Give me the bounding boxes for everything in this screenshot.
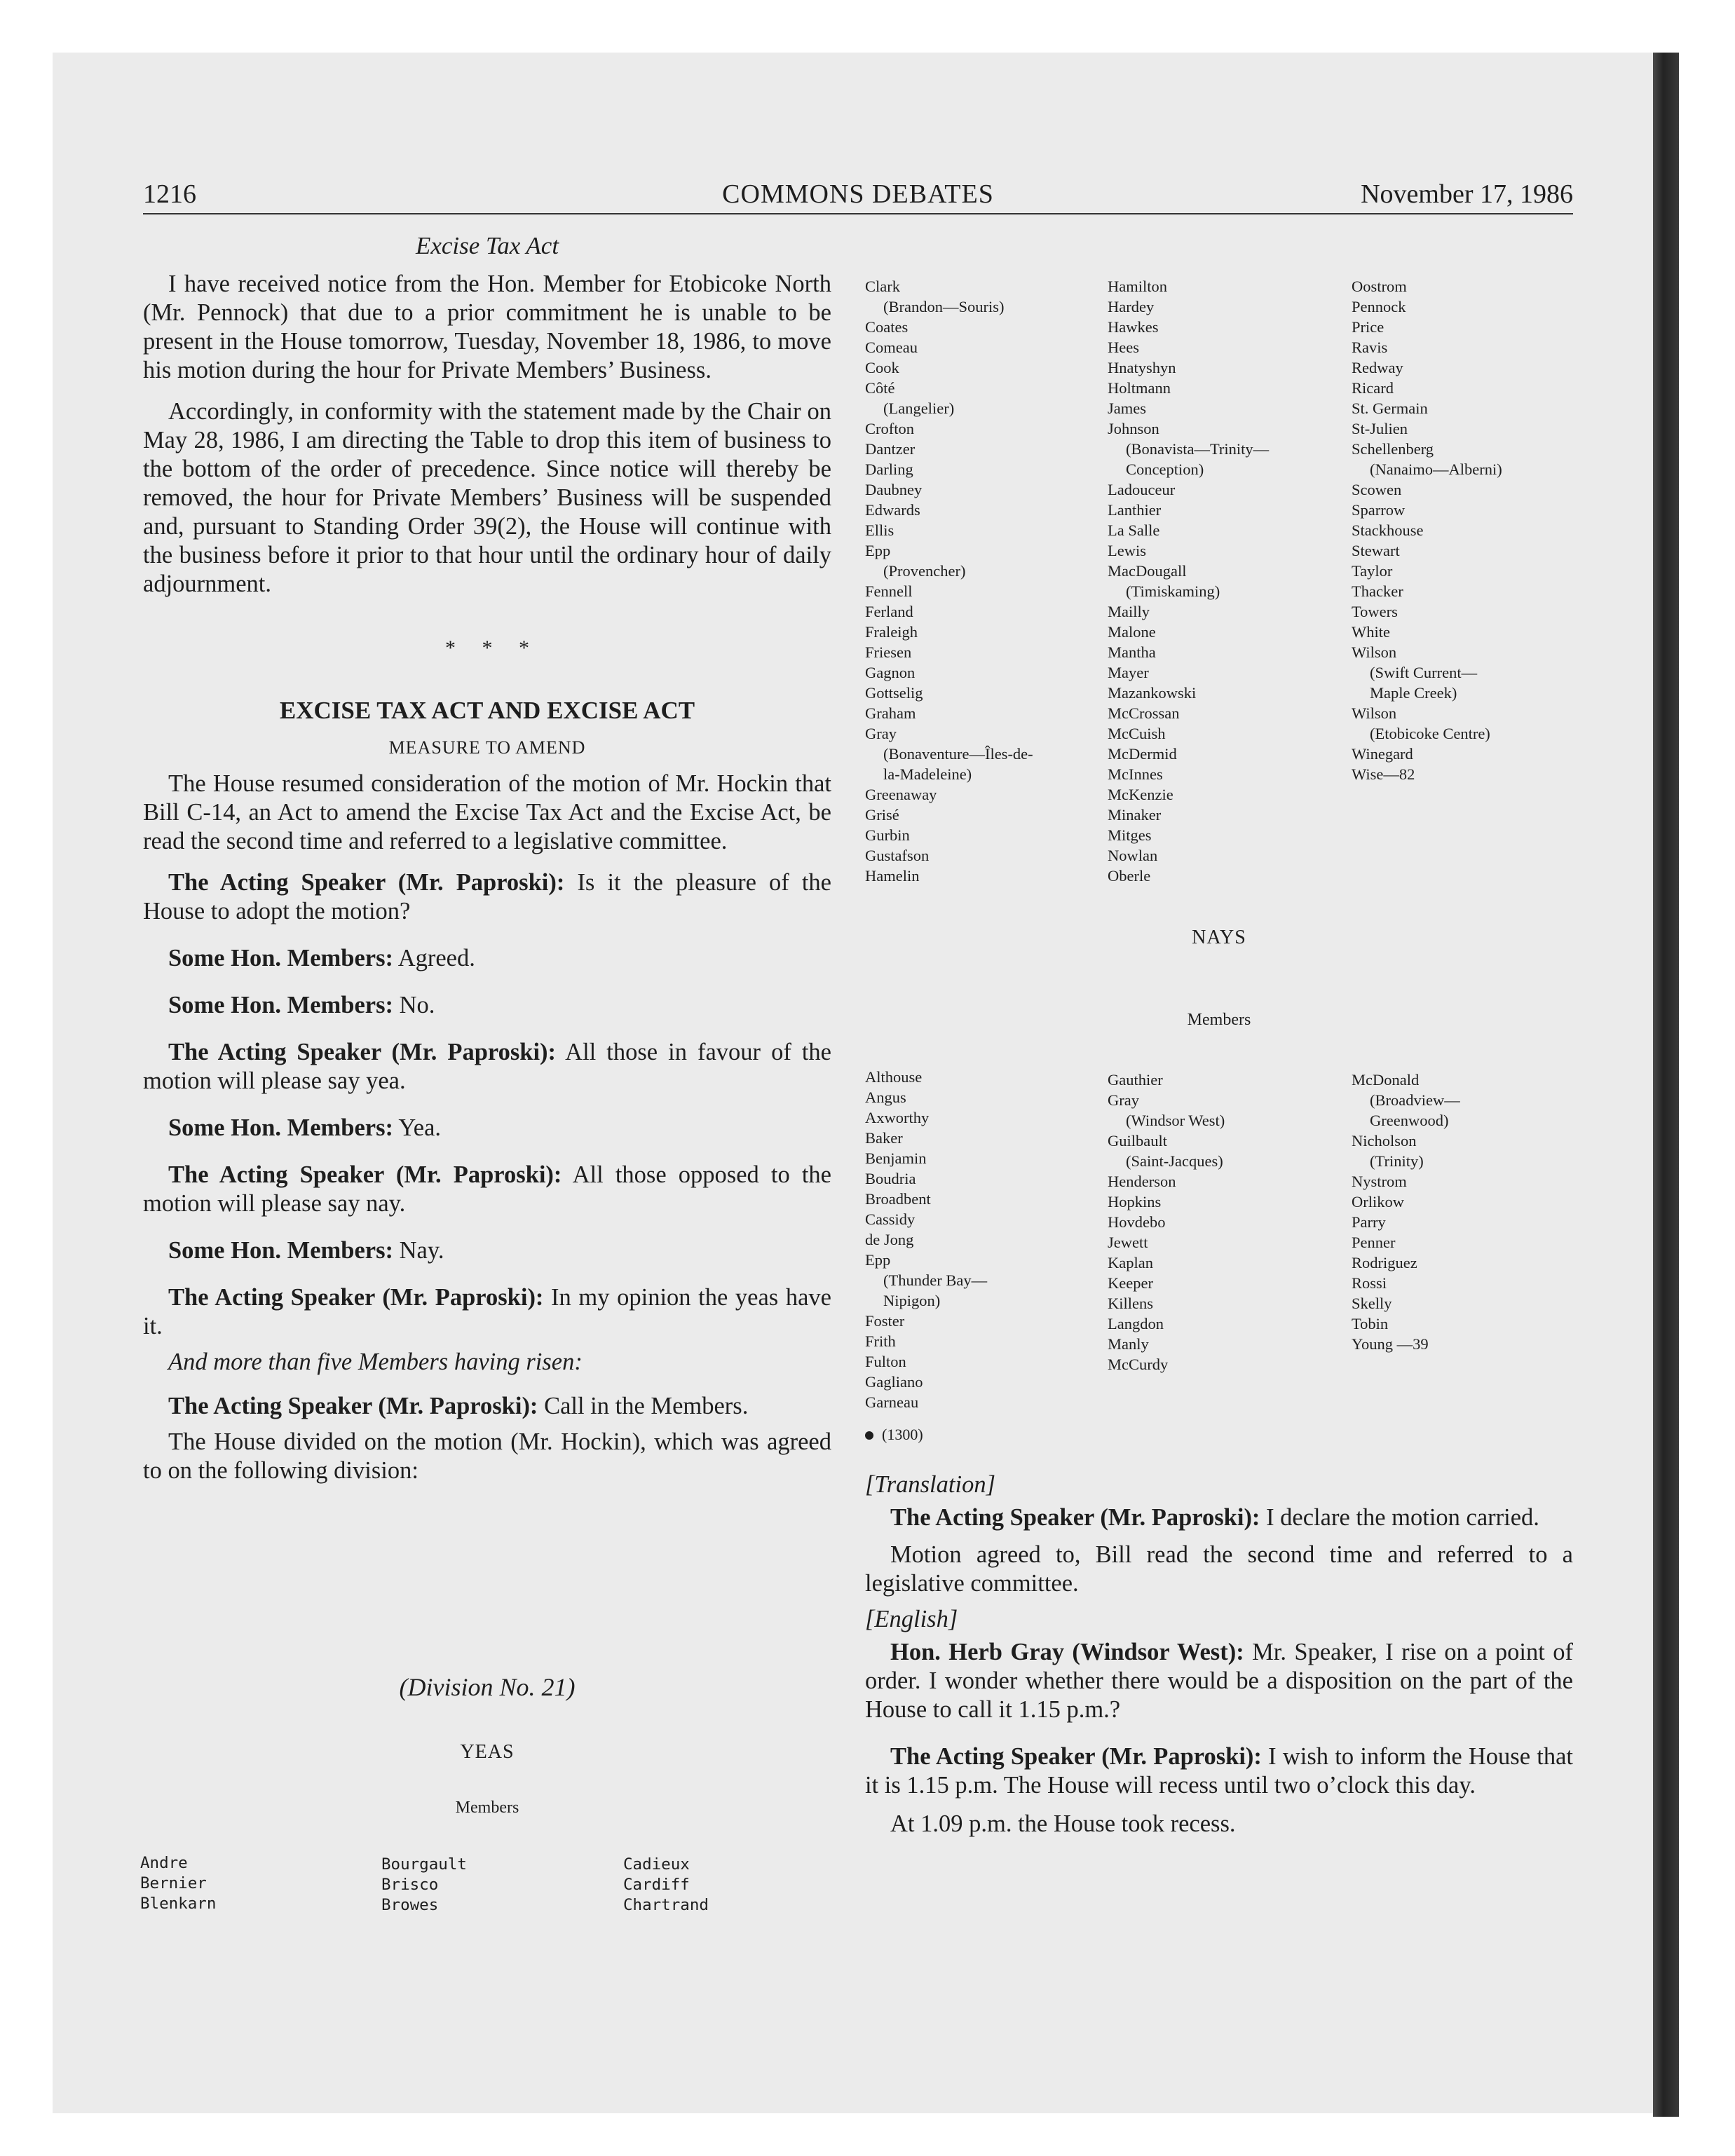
member-name: Mazankowski [1108,684,1197,702]
speaker-name: The Acting Speaker (Mr. Paproski): [890,1504,1260,1531]
member-name: Ellis [865,521,894,539]
speech-text: Mr. Speaker, I rise on a point of order. I wonder whether there would be a disposition on the part of the House to call it 1.15 p.m.? [865,1639,1574,1723]
member-name: Holtmann [1108,379,1171,397]
yeas-list-column [1108,276,1269,886]
speech-text: Call in the Members. [544,1393,749,1419]
member-name: Edwards [865,501,920,519]
speech [865,1503,1573,1532]
speaker-name: The Acting Speaker (Mr. Paproski): [168,1393,538,1419]
member-name: Gustafson [865,847,930,864]
member-name: Angus [865,1089,906,1106]
riding-name: (Nanaimo—Alberni) [1370,460,1502,478]
nays-label: NAYS [1192,927,1246,948]
speech [143,1392,831,1421]
speech-text: All those opposed to the motion will please say nay. [143,1161,831,1217]
speaker-name: The Acting Speaker (Mr. Paproski): [168,1161,562,1188]
member-name: Lanthier [1108,501,1162,519]
member-name: Minaker [1108,806,1162,824]
member-name: Dantzer [865,440,916,458]
publication-title: COMMONS DEBATES [722,179,994,209]
scan-edge [1653,53,1679,2117]
paragraph: At 1.09 p.m. the House took recess. [890,1810,1236,1837]
section-heading: Excise Tax Act [415,232,559,259]
page-header [143,179,1573,221]
speech [865,1638,1573,1724]
speech-text: No. [399,992,435,1018]
member-name: Taylor [1352,562,1393,580]
member-name: Gagnon [865,664,916,681]
nays-list-column [1108,1070,1225,1374]
member-name: Wise—82 [1352,765,1415,783]
speech-text: All those in favour of the motion will please say yea. [143,1039,831,1094]
member-name: Althouse [865,1068,923,1086]
member-name: St-Julien [1352,420,1408,437]
member-name: Garneau [865,1393,919,1411]
member-name: Parry [1352,1213,1386,1231]
member-name: Baker [865,1129,903,1147]
riding-name: (Broadview— [1370,1091,1460,1109]
page-date: November 17, 1986 [1361,179,1573,209]
member-name: Nicholson [1352,1132,1417,1149]
member-name: Hamelin [865,867,920,885]
member-name: Manly [1108,1335,1149,1353]
member-name: Young —39 [1352,1335,1429,1353]
member-name: Skelly [1352,1295,1392,1312]
speech [143,868,831,926]
riding-name: (Etobicoke Centre) [1370,725,1490,742]
member-name: Lewis [1108,542,1146,559]
member-name: Boudria [865,1170,916,1187]
member-name: Broadbent [865,1190,931,1208]
riding-name: (Langelier) [883,400,955,417]
riding-name: (Brandon—Souris) [883,298,1005,315]
section-divider: * * * [445,636,529,660]
member-name: Pennock [1352,298,1406,315]
speech-text: I wish to inform the House that it is 1.15 p.m. The House will recess until two o’clock this day. [865,1743,1574,1799]
language-marker: [English] [865,1606,958,1632]
member-name: Hopkins [1108,1193,1162,1210]
speaker-name: Hon. Herb Gray (Windsor West): [890,1639,1244,1665]
riding-name: (Provencher) [883,562,966,580]
members-label: Members [1187,1011,1251,1029]
yeas-list-column: Bourgault Brisco Browes [381,1855,467,1914]
member-name: Ravis [1352,339,1388,356]
member-name: Rossi [1352,1274,1387,1292]
member-name: Henderson [1108,1173,1176,1190]
paragraph: Motion agreed to, Bill read the second time and referred to a legislative committee. [865,1541,1573,1597]
member-name: Scowen [1352,481,1402,498]
member-name: Hnatyshyn [1108,359,1176,376]
member-name: Nowlan [1108,847,1158,864]
member-name: Thacker [1352,582,1403,600]
member-name: Johnson [1108,420,1159,437]
riding-name: (Thunder Bay— [883,1271,988,1289]
member-name: Gray [865,725,897,742]
member-name: McDonald [1352,1071,1420,1089]
member-name: Fraleigh [865,623,918,641]
member-name: Conception) [1126,460,1204,478]
member-name: Axworthy [865,1109,930,1126]
speech [143,944,831,973]
yeas-label: YEAS [460,1741,515,1763]
member-name: Redway [1352,359,1403,376]
nays-list-column [1352,1070,1460,1354]
page-number: 1216 [143,179,196,209]
speech-text: Nay. [399,1237,444,1264]
member-name: Graham [865,704,916,722]
speech-text: Is it the pleasure of the House to adopt the motion? [143,869,831,925]
member-name: Gray [1108,1091,1139,1109]
speech [143,1236,831,1265]
member-name: Frith [865,1332,896,1350]
riding-name: (Bonavista—Trinity— [1126,440,1270,458]
member-name: Epp [865,1251,891,1269]
member-name: Crofton [865,420,914,437]
speech [865,1742,1573,1800]
riding-name: (Timiskaming) [1126,582,1220,600]
speaker-name: Some Hon. Members: [168,1237,393,1264]
language-marker: [Translation] [865,1471,995,1498]
member-name: Penner [1352,1234,1396,1251]
member-name: Stackhouse [1352,521,1424,539]
speech [143,991,831,1020]
member-name: Wilson [1352,643,1397,661]
member-name: Daubney [865,481,923,498]
speaker-name: Some Hon. Members: [168,992,393,1018]
member-name: Grisé [865,806,899,824]
member-name: Gottselig [865,684,923,702]
member-name: Gurbin [865,826,910,844]
member-name: Oostrom [1352,278,1407,295]
member-name: Fulton [865,1353,906,1370]
member-name: de Jong [865,1231,914,1248]
member-name: Friesen [865,643,912,661]
member-name: Foster [865,1312,905,1330]
speaker-name: The Acting Speaker (Mr. Paproski): [168,1039,557,1065]
member-name: Hamilton [1108,278,1167,295]
member-name: White [1352,623,1390,641]
member-name: Mantha [1108,643,1156,661]
member-name: Oberle [1108,867,1151,885]
member-name: Hovdebo [1108,1213,1166,1231]
riding-name: (Trinity) [1370,1152,1424,1170]
speech-text: Agreed. [397,945,475,971]
member-name: Côté [865,379,895,397]
paragraph: I have received notice from the Hon. Member for Etobicoke North (Mr. Pennock) that due to a prior commitment he is unable to be present in the House tomorrow, Tuesday, November 18, 1986, to move his motion during the hour for Private Members’ Business. [143,271,831,383]
member-name: Epp [865,542,891,559]
nays-list-column [865,1067,987,1412]
speech-text: In my opinion the yeas have it. [143,1284,831,1339]
riding-name: (Saint-Jacques) [1126,1152,1223,1170]
member-name: McCurdy [1108,1356,1169,1373]
member-name: St. Germain [1352,400,1428,417]
member-name: Orlikow [1352,1193,1404,1210]
time-marker-text: (1300) [882,1426,923,1443]
stage-direction: And more than five Members having risen: [168,1349,583,1375]
speaker-name: Some Hon. Members: [168,1114,393,1141]
member-name: Mailly [1108,603,1150,620]
speech-text: I declare the motion carried. [1266,1504,1539,1531]
member-name: Ladouceur [1108,481,1176,498]
yeas-list-column [865,276,1033,886]
member-name: Kaplan [1108,1254,1153,1271]
member-name: Hees [1108,339,1139,356]
member-name: Malone [1108,623,1156,641]
speech-text: Yea. [398,1114,442,1141]
member-name: Langdon [1108,1315,1164,1332]
member-name: McCuish [1108,725,1166,742]
member-name: Rodriguez [1352,1254,1417,1271]
member-name: Killens [1108,1295,1153,1312]
member-name: Darling [865,460,913,478]
debate-heading: EXCISE TAX ACT AND EXCISE ACT [279,697,695,724]
member-name: Benjamin [865,1149,927,1167]
member-name: Nipigon) [883,1292,941,1309]
member-name: La Salle [1108,521,1160,539]
member-name: James [1108,400,1146,417]
member-name: Ricard [1352,379,1394,397]
member-name: Winegard [1352,745,1413,763]
yeas-list-column [1352,276,1502,784]
member-name: Hardey [1108,298,1155,315]
speaker-name: The Acting Speaker (Mr. Paproski): [168,1284,544,1311]
member-name: Towers [1352,603,1398,620]
member-name: Maple Creek) [1370,684,1457,702]
speaker-name: Some Hon. Members: [168,945,393,971]
right-column [865,1471,1573,1851]
bullet-icon [865,1431,873,1440]
member-name: Cassidy [865,1210,916,1228]
member-name: Greenaway [865,786,937,803]
member-name: Fennell [865,582,913,600]
paragraph: Accordingly, in conformity with the statement made by the Chair on May 28, 1986, I am directing the Table to drop this item of business to the bottom of the order of precedence. Since notice will thereby be removed, the hour for Private Members’ Business will be suspended and, pursuant to Standing Order 39(2), the House will continue with the business before it prior to that hour until the ordinary hour of daily adjournment. [143,398,831,597]
riding-name: (Swift Current— [1370,664,1478,681]
member-name: Tobin [1352,1315,1389,1332]
speech [143,1114,831,1142]
member-name: Gauthier [1108,1071,1163,1089]
speech [143,1038,831,1096]
riding-name: (Bonaventure—Îles-de- [883,745,1033,763]
member-name: Greenwood) [1370,1112,1449,1129]
member-name: Jewett [1108,1234,1148,1251]
member-name: McDermid [1108,745,1177,763]
member-name: Mayer [1108,664,1149,681]
member-name: Sparrow [1352,501,1406,519]
yeas-list-column: Cadieux Cardiff Chartrand [623,1855,709,1914]
division-number: (Division No. 21) [399,1673,576,1701]
paragraph: The House divided on the motion (Mr. Hockin), which was agreed to on the following division: [143,1428,831,1484]
member-name: Price [1352,318,1384,336]
time-marker [865,1426,923,1444]
speaker-name: The Acting Speaker (Mr. Paproski): [890,1743,1262,1770]
speaker-name: The Acting Speaker (Mr. Paproski): [168,869,565,896]
debate-subheading: MEASURE TO AMEND [388,737,586,758]
member-name: Guilbault [1108,1132,1167,1149]
yeas-list-column: Andre Bernier Blenkarn [140,1854,217,1913]
left-column [143,231,831,1498]
member-name: Cook [865,359,899,376]
paragraph: The House resumed consideration of the motion of Mr. Hockin that Bill C-14, an Act to amend the Excise Tax Act and the Excise Act, be read the second time and referred to a legislative committee. [143,770,831,854]
member-name: Keeper [1108,1274,1153,1292]
member-name: McInnes [1108,765,1163,783]
speech [143,1283,831,1341]
member-name: Gagliano [865,1373,923,1391]
member-name: Nystrom [1352,1173,1407,1190]
speech [143,1161,831,1218]
riding-name: la-Madeleine) [883,765,972,783]
member-name: Ferland [865,603,913,620]
members-label: Members [455,1799,519,1817]
riding-name: (Windsor West) [1126,1112,1225,1129]
member-name: Comeau [865,339,918,356]
member-name: Hawkes [1108,318,1159,336]
member-name: Wilson [1352,704,1397,722]
member-name: MacDougall [1108,562,1187,580]
member-name: Stewart [1352,542,1400,559]
member-name: McKenzie [1108,786,1173,803]
member-name: Schellenberg [1352,440,1434,458]
member-name: Mitges [1108,826,1152,844]
header-rule [143,213,1573,214]
member-name: Clark [865,278,900,295]
member-name: McCrossan [1108,704,1180,722]
member-name: Coates [865,318,909,336]
